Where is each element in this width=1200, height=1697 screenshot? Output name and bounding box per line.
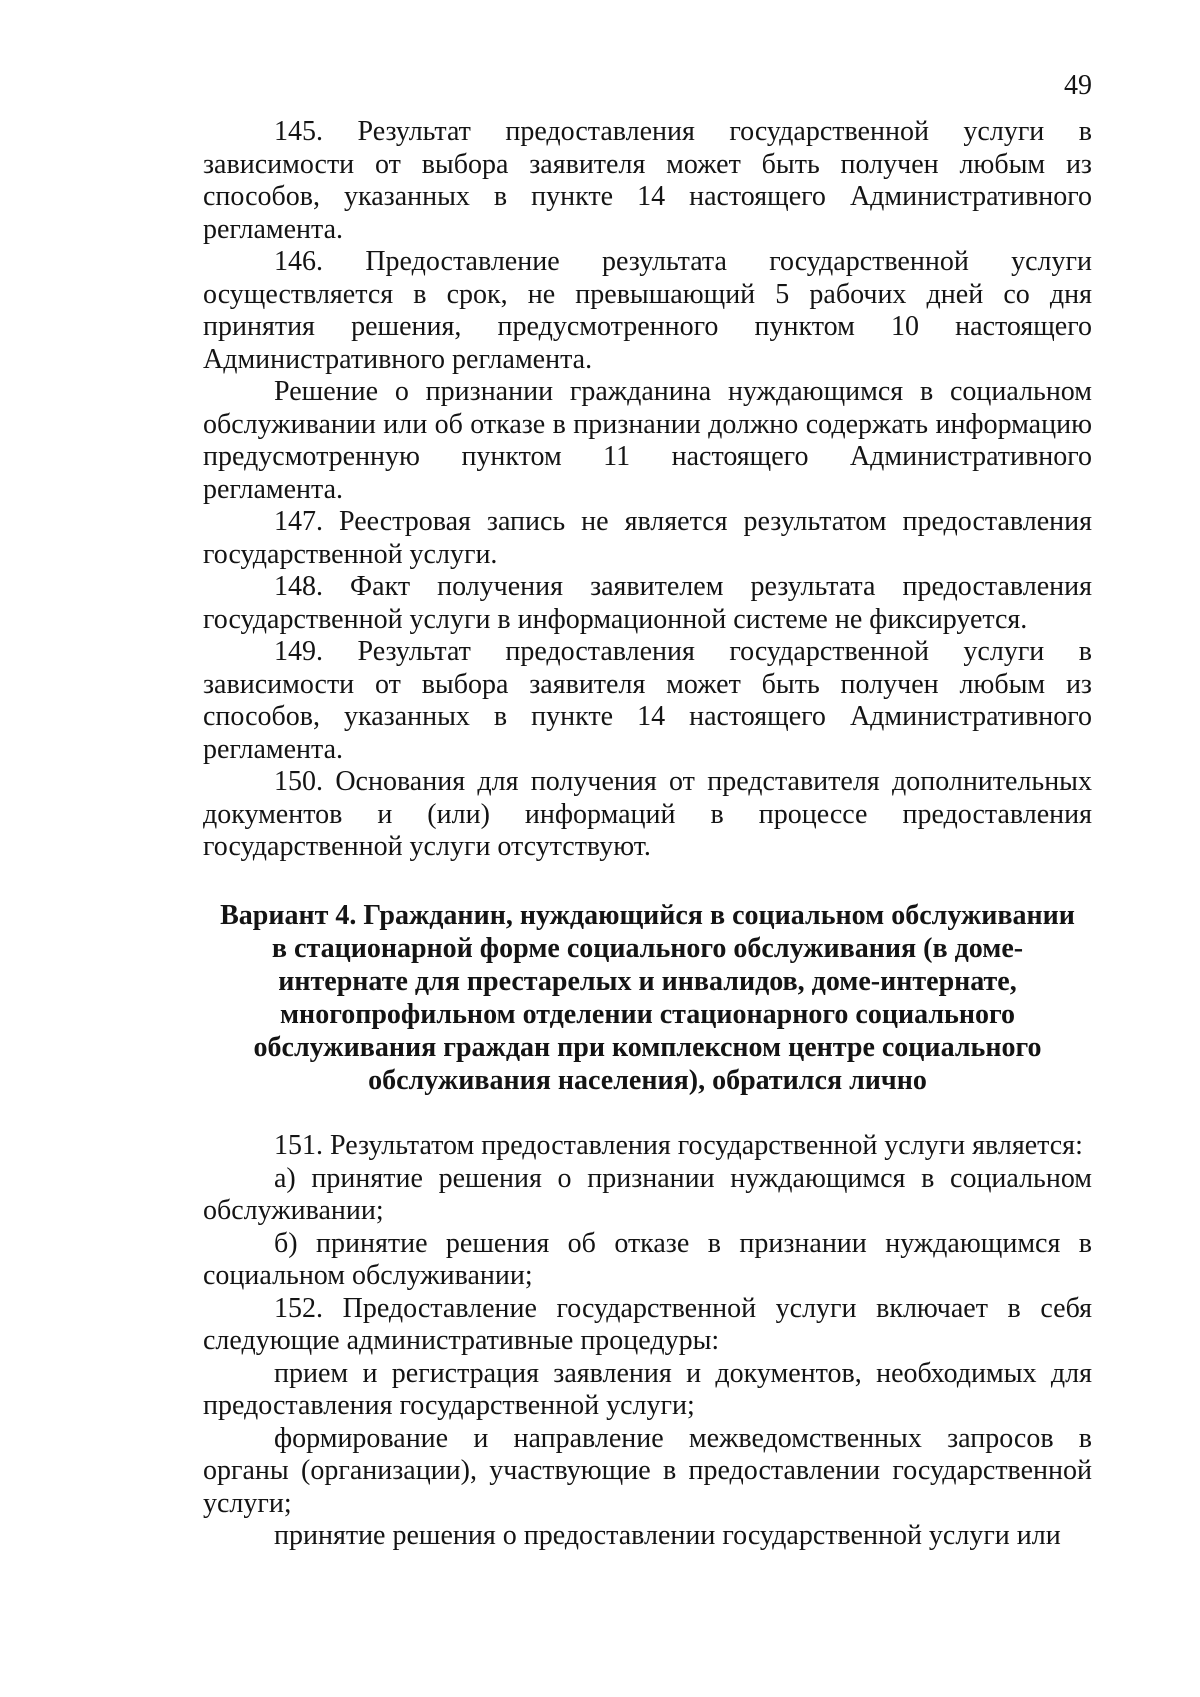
- procedure-item: принятие решения о предоставлении государственной услуги или: [274, 1520, 1061, 1551]
- heading-line: интернате для престарелых и инвалидов, доме-интернате,: [278, 966, 1017, 997]
- list-item-b: б) принятие решения об отказе в признании нуждающимся в социальном обслуживании;: [203, 1227, 1092, 1291]
- paragraph-145: 145. Результат предоставления государственной услуги в зависимости от выбора заявителя может быть получен любым из способов, указанных в пункте 14 настоящего Административного регламента.: [203, 116, 1092, 245]
- heading-line: Вариант 4. Гражданин, нуждающийся в социальном обслуживании: [220, 900, 1075, 931]
- paragraph-150: 150. Основания для получения от представителя дополнительных документов и (или) информаций в процессе предоставления государственной услуги отсутствуют.: [203, 766, 1092, 862]
- heading-line: многопрофильном отделении стационарного социального: [279, 999, 1015, 1030]
- page-number: 49: [1064, 70, 1092, 101]
- heading-line: обслуживания населения), обратился лично: [368, 1065, 927, 1096]
- section-heading-variant-4: [203, 899, 1092, 1097]
- heading-line: обслуживания граждан при комплексном центре социального: [253, 1032, 1042, 1063]
- paragraph-147: 147. Реестровая запись не является результатом предоставления государственной услуги.: [203, 506, 1092, 570]
- paragraph-151: 151. Результатом предоставления государственной услуги является:: [274, 1130, 1083, 1161]
- list-item-a: а) принятие решения о признании нуждающимся в социальном обслуживании;: [203, 1162, 1092, 1226]
- paragraph-152: 152. Предоставление государственной услуги включает в себя следующие административные процедуры:: [203, 1292, 1092, 1356]
- procedure-item: формирование и направление межведомственных запросов в органы (организации), участвующие в предоставлении государственной услуги;: [203, 1422, 1092, 1519]
- paragraph-149: 149. Результат предоставления государственной услуги в зависимости от выбора заявителя может быть получен любым из способов, указанных в пункте 14 настоящего Административного регламента.: [203, 636, 1092, 765]
- paragraphs-top: [203, 116, 1092, 864]
- paragraph-146-decision: Решение о признании гражданина нуждающимся в социальном обслуживании или об отказе в признании должно содержать информацию предусмотренную пунктом 11 настоящего Административного регламента.: [203, 376, 1092, 505]
- heading-line: в стационарной форме социального обслуживания (в доме-: [271, 933, 1024, 964]
- procedure-item: прием и регистрация заявления и документов, необходимых для предоставления государственной услуги;: [203, 1357, 1092, 1421]
- paragraph-148: 148. Факт получения заявителем результата предоставления государственной услуги в информационной системе не фиксируется.: [203, 571, 1092, 635]
- paragraphs-bottom: [203, 1130, 1092, 1553]
- paragraph-146: 146. Предоставление результата государственной услуги осуществляется в срок, не превышающий 5 рабочих дней со дня принятия решения, предусмотренного пунктом 10 настоящего Административного регламента.: [203, 246, 1092, 375]
